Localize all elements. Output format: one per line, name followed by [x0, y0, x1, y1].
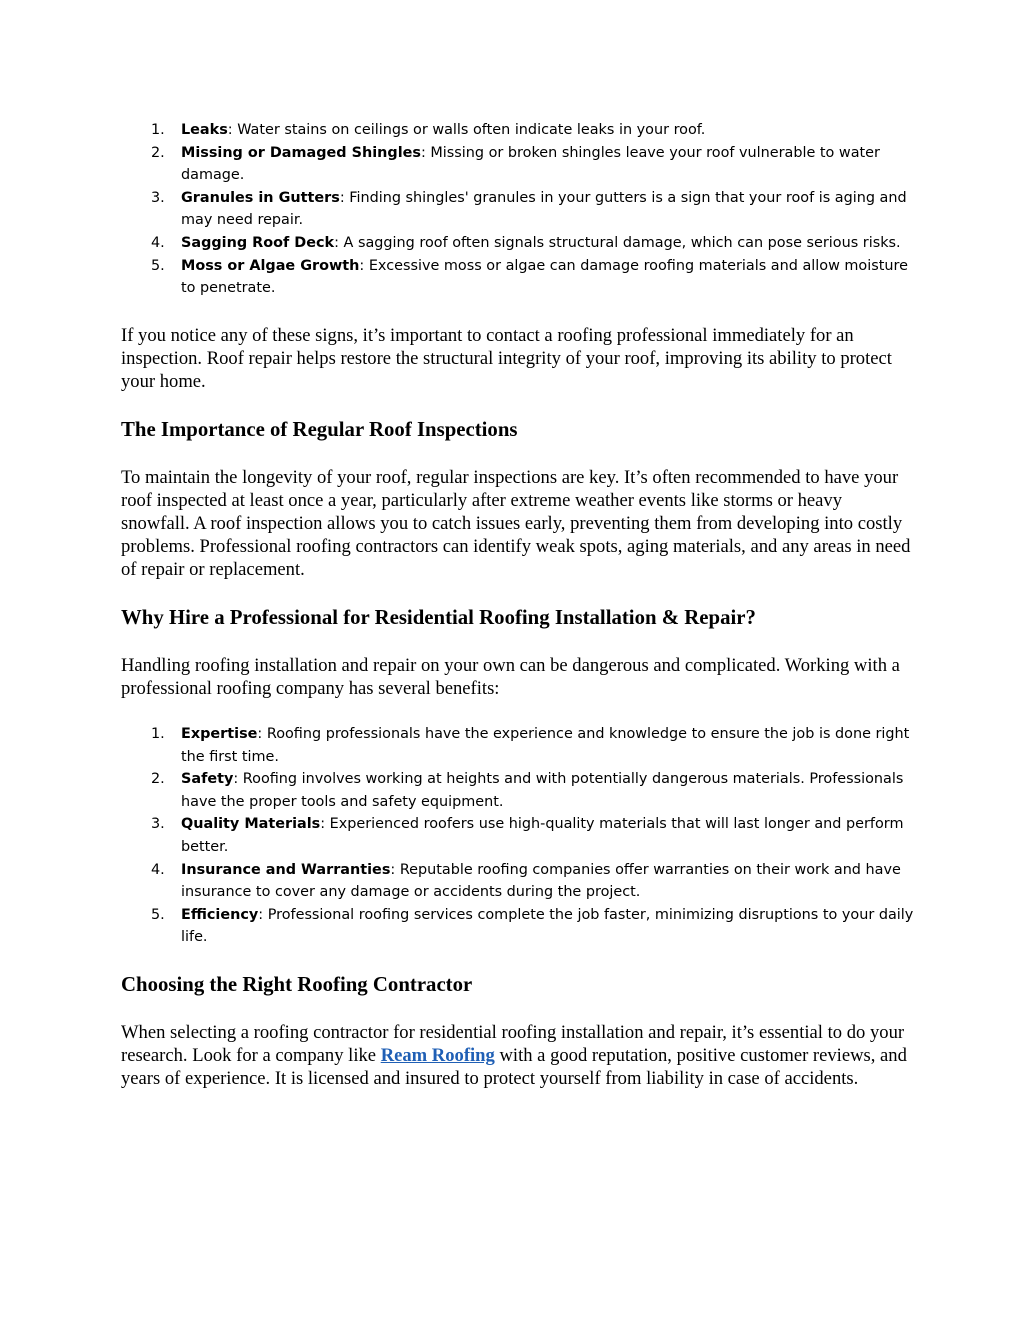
contractor-paragraph-text-end: with a good reputation, positive customer reviews, and years of experience. It is licensed and insured to protect yourself from liability in case of accidents. — [121, 1045, 907, 1089]
list-item-number: 1. — [151, 726, 165, 742]
professional-paragraph: Handling roofing installation and repair on your own can be dangerous and complicated. Working with a professional roofing company has several benefits: — [121, 655, 900, 699]
list-item-term: Missing or Damaged Shingles — [181, 144, 421, 161]
list-item-number: 2. — [151, 144, 165, 161]
list-item-description: : Excessive moss or algae can damage roofing materials and allow moisture to penetrate. — [181, 257, 908, 297]
contractor-heading: Choosing the Right Roofing Contractor — [121, 973, 473, 996]
list-item — [121, 723, 921, 768]
list-item — [121, 255, 921, 300]
professional-benefits-list — [121, 723, 921, 949]
list-item — [121, 859, 921, 904]
list-item-description: : Finding shingles' granules in your gutters is a sign that your roof is aging and may need repair. — [181, 189, 907, 229]
list-item-number: 4. — [151, 861, 165, 878]
list-item-term: Insurance and Warranties — [181, 861, 391, 878]
list-item — [121, 119, 921, 142]
list-item-term: Efficiency — [181, 906, 259, 923]
list-item — [121, 232, 921, 255]
list-item-number: 3. — [151, 189, 165, 206]
roof-damage-signs-list — [121, 119, 921, 300]
list-item — [121, 904, 921, 949]
list-item — [121, 142, 921, 187]
list-item-description: : Roofing involves working at heights and with potentially dangerous materials. Professionals have the proper tools and safety equipment. — [181, 771, 904, 810]
list-item-term: Expertise — [181, 726, 258, 742]
list-item-term: Granules in Gutters — [181, 189, 340, 206]
list-item — [121, 187, 921, 232]
signs-paragraph: If you notice any of these signs, it’s important to contact a roofing professional immediately for an inspection. Roof repair helps restore the structural integrity of your roof, improving its ability to protect your home. — [121, 325, 892, 392]
list-item-term: Leaks — [181, 122, 228, 138]
list-item-description: : Experienced roofers use high-quality materials that will last longer and perform better. — [181, 816, 904, 855]
list-item-description: : Water stains on ceilings or walls often indicate leaks in your roof. — [227, 122, 706, 138]
list-item — [121, 813, 921, 858]
list-item-description: : Roofing professionals have the experience and knowledge to ensure the job is done right the first time. — [181, 726, 910, 765]
ream-roofing-link[interactable]: Ream Roofing — [380, 1045, 495, 1066]
list-item-description: : Missing or broken shingles leave your roof vulnerable to water damage. — [181, 144, 880, 184]
list-item-number: 5. — [151, 906, 165, 923]
contractor-paragraph — [121, 1021, 911, 1090]
list-item-term: Quality Materials — [181, 816, 321, 833]
list-item-number: 4. — [151, 234, 165, 251]
inspections-paragraph: To maintain the longevity of your roof, regular inspections are key. It’s often recommended to have your roof inspected at least once a year, particularly after extreme weather events like storms or heavy snowfall. A roof inspection allows you to catch issues early, preventing them from developing into costly problems. Professional roofing contractors can identify weak spots, aging materials, and any areas in need of repair or replacement. — [121, 467, 911, 580]
list-item-description: : Professional roofing services complete the job faster, minimizing disruptions to your daily life. — [181, 906, 914, 946]
list-item-term: Moss or Algae Growth — [181, 257, 360, 274]
inspections-heading: The Importance of Regular Roof Inspections — [121, 418, 518, 441]
contractor-paragraph-text-start: When selecting a roofing contractor for residential roofing installation and repair, it’s essential to do your research. Look for a company like — [121, 1022, 905, 1066]
list-item — [121, 768, 921, 813]
list-item-number: 1. — [151, 122, 165, 138]
list-item-number: 2. — [151, 771, 165, 788]
list-item-term: Sagging Roof Deck — [181, 234, 335, 251]
list-item-number: 3. — [151, 816, 165, 833]
list-item-description: : A sagging roof often signals structural damage, which can pose serious risks. — [334, 234, 901, 251]
list-item-number: 5. — [151, 257, 165, 274]
professional-heading: Why Hire a Professional for Residential Roofing Installation & Repair? — [121, 606, 756, 629]
list-item-term: Safety — [181, 771, 234, 788]
list-item-description: : Reputable roofing companies offer warranties on their work and have insurance to cover any damage or accidents during the project. — [181, 861, 901, 901]
